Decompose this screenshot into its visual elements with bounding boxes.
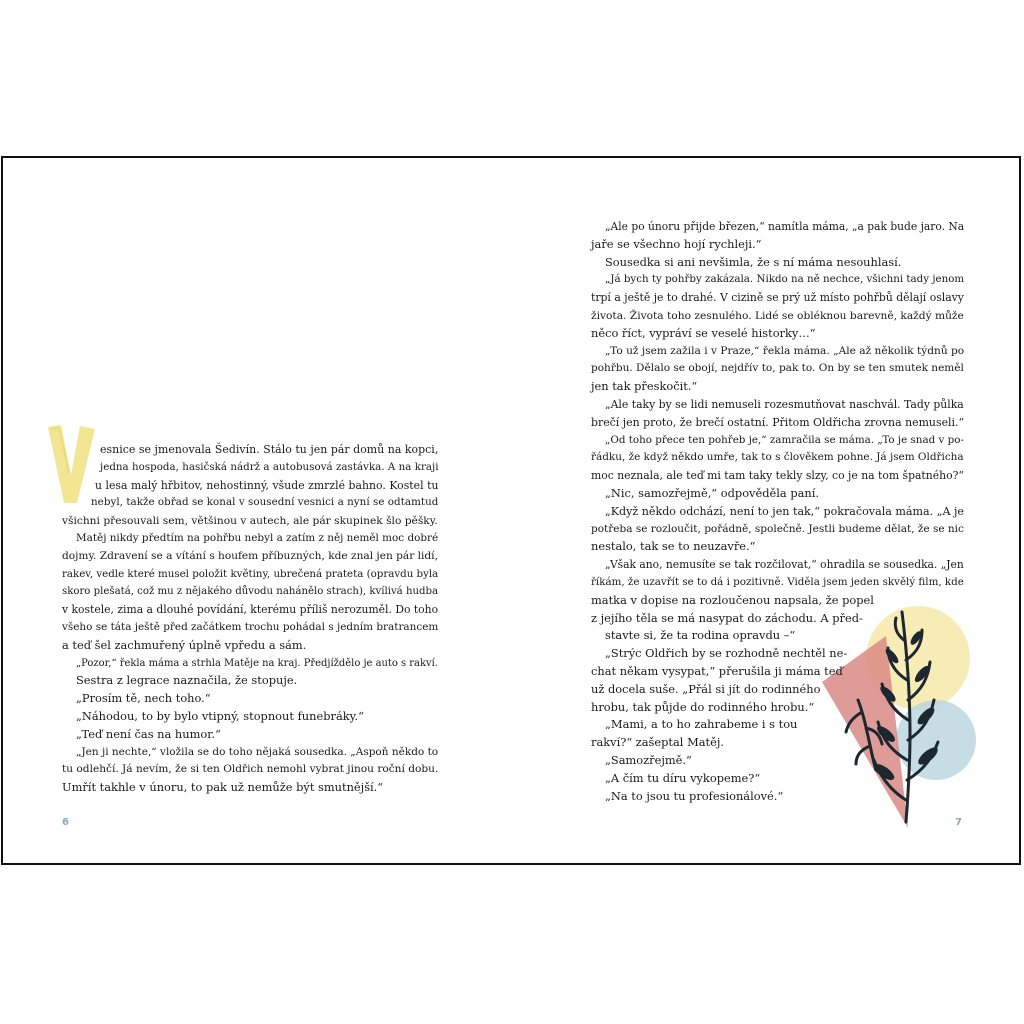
text-line: potřeba se rozloučit, pořádně, společně. Jestli budeme dělat, že se nic <box>591 522 964 535</box>
text-line: brečí jen proto, že brečí ostatní. Přitom Oldřicha zrovna nemuseli.“ <box>591 415 965 429</box>
text-line: Sestra z legrace naznačila, že stopuje. <box>76 673 298 688</box>
text-line: „Já bych ty pohřby zakázala. Nikdo na ně nechce, všichni tady jenom <box>605 273 965 286</box>
text-line: jaře se všechno hojí rychleji.“ <box>591 236 762 251</box>
text-line: Sousedka si ani nevšimla, že s ní máma nesouhlasí. <box>605 254 902 269</box>
text-line: nestalo, tak se to neuzavře.“ <box>591 539 756 554</box>
text-line: řádku, že když někdo umře, tak to s člověkem pohne. Já jsem Oldřicha <box>591 451 964 464</box>
text-line: už docela suše. „Přál si jít do rodinného <box>591 681 821 696</box>
text-line: „To už jsem zažila i v Praze,“ řekla máma. „Ale až několik týdnů po <box>605 344 965 357</box>
text-line: „Ale po únoru přijde březen,“ namítla máma, „a pak bude jaro. Na <box>605 220 965 233</box>
text-line: v kostele, zima a dlouhé povídání, kterému příliš nerozuměl. Do toho <box>62 603 439 617</box>
text-line: chat někam vysypat,“ přerušila ji máma teď <box>591 663 843 678</box>
text-line: „Strýc Oldřich by se rozhodně nechtěl ne- <box>605 646 848 661</box>
text-line: z jejího těla se má nasypat do záchodu. A před- <box>591 610 863 625</box>
text-line: říkám, že uzavřít se to dá i pozitivně. Viděla jsem jeden skvělý film, kde <box>591 575 964 588</box>
text-line: všeho se táta ještě před začátkem trochu pohádal s jedním bratrancem <box>62 620 439 633</box>
text-line: jen tak přeskočit.“ <box>591 379 698 394</box>
text-line: „A čím tu díru vykopeme?“ <box>605 770 761 785</box>
text-line: hrobu, tak půjde do rodinného hrobu.“ <box>591 699 815 714</box>
text-line: života. Života toho zesnulého. Lidé se obléknou barevně, každý může <box>591 308 964 322</box>
text-line: matka v dopise na rozloučenou napsala, že popel <box>591 592 874 607</box>
text-line: rakví?“ zašeptal Matěj. <box>591 735 724 750</box>
text-line: pohřbu. Dělalo se obojí, nejdřív to, pak to. On by se ten smutek neměl <box>591 362 964 375</box>
text-line: „Nic, samozřejmě,“ odpověděla paní. <box>605 485 819 500</box>
text-line: Umřít takhle v únoru, to pak už nemůže být smutnější.“ <box>62 780 384 795</box>
text-line: esnice se jmenovala Šedivín. Stálo tu jen pár domů na kopci, <box>100 443 439 456</box>
text-line: „Náhodou, to by bylo vtipný, stopnout funebráky.“ <box>76 708 365 723</box>
text-line: stavte si, že ta rodina opravdu –“ <box>605 628 796 643</box>
text-line: „Ale taky by se lidi nemuseli rozesmutňovat naschvál. Tady půlka <box>605 397 964 411</box>
text-line: něco říct, vypráví se veselé historky…“ <box>591 325 816 340</box>
text-line: „Když někdo odchází, není to jen tak,“ pokračovala máma. „A je <box>605 504 964 518</box>
text-line: „Pozor,“ řekla máma a strhla Matěje na kraj. Předjíždělo je auto s rakví. <box>76 657 438 669</box>
text-line: „Prosím tě, nech toho.“ <box>76 691 211 706</box>
text-line: jedna hospoda, hasičská nádrž a autobusová zastávka. A na kraji <box>100 461 439 473</box>
text-line: všichni přesouvali sem, většinou v autech, ale pár skupinek šlo pěšky. <box>62 514 438 528</box>
text-line: dojmy. Zdravení se a vítání s houfem příbuzných, kde znal jen pár lidí, <box>62 549 438 562</box>
text-line: rakev, vedle které musel položit květiny, ubrečená prateta (opravdu byla <box>62 567 439 580</box>
text-line: „Však ano, nemusíte se tak rozčilovat,“ ohradila se sousedka. „Jen <box>605 558 964 572</box>
page-number-left: 6 <box>62 817 69 828</box>
text-line: nebyl, takže obřad se konal v sousední vesnici a nyní se odtamtud <box>91 496 439 509</box>
right-page-text <box>591 218 966 805</box>
text-line: „Od toho přece ten pohřeb je,“ zamračila se máma. „To je snad v po- <box>605 433 964 446</box>
text-line: u lesa malý hřbitov, nehostinný, všude zmrzlé bahno. Kostel tu <box>95 478 439 492</box>
text-line: „Mami, a to ho zahrabeme i s tou <box>605 717 798 732</box>
text-line: „Samozřejmě.“ <box>605 752 692 767</box>
text-line: „Teď není čas na humor.“ <box>76 726 221 741</box>
text-line: skoro plešatá, což mu z nějakého důvodu nahánělo strach), kvílivá hudba <box>62 586 439 598</box>
text-line: tu odlehčí. Já nevím, že si ten Oldřich nemohl vybrat jinou roční dobu. <box>62 763 439 776</box>
text-line: moc neznala, ale teď mi tam taky tekly slzy, co je na tom špatného?“ <box>591 469 964 483</box>
left-page-text <box>62 441 440 797</box>
text-line: Matěj nikdy předtím na pohřbu nebyl a zatím z něj neměl moc dobré <box>76 531 439 544</box>
text-line: „Na to jsou tu profesionálové.“ <box>605 788 784 803</box>
text-line: a teď šel zachmuřený úplně vpředu a sám. <box>62 637 307 652</box>
text-line: trpí a ještě je to drahé. V cizině se prý už místo pohřbů dělají oslavy <box>591 291 964 305</box>
page-number-right: 7 <box>955 817 962 828</box>
text-line: „Jen ji nechte,“ vložila se do toho nějaká sousedka. „Aspoň někdo to <box>76 745 439 758</box>
